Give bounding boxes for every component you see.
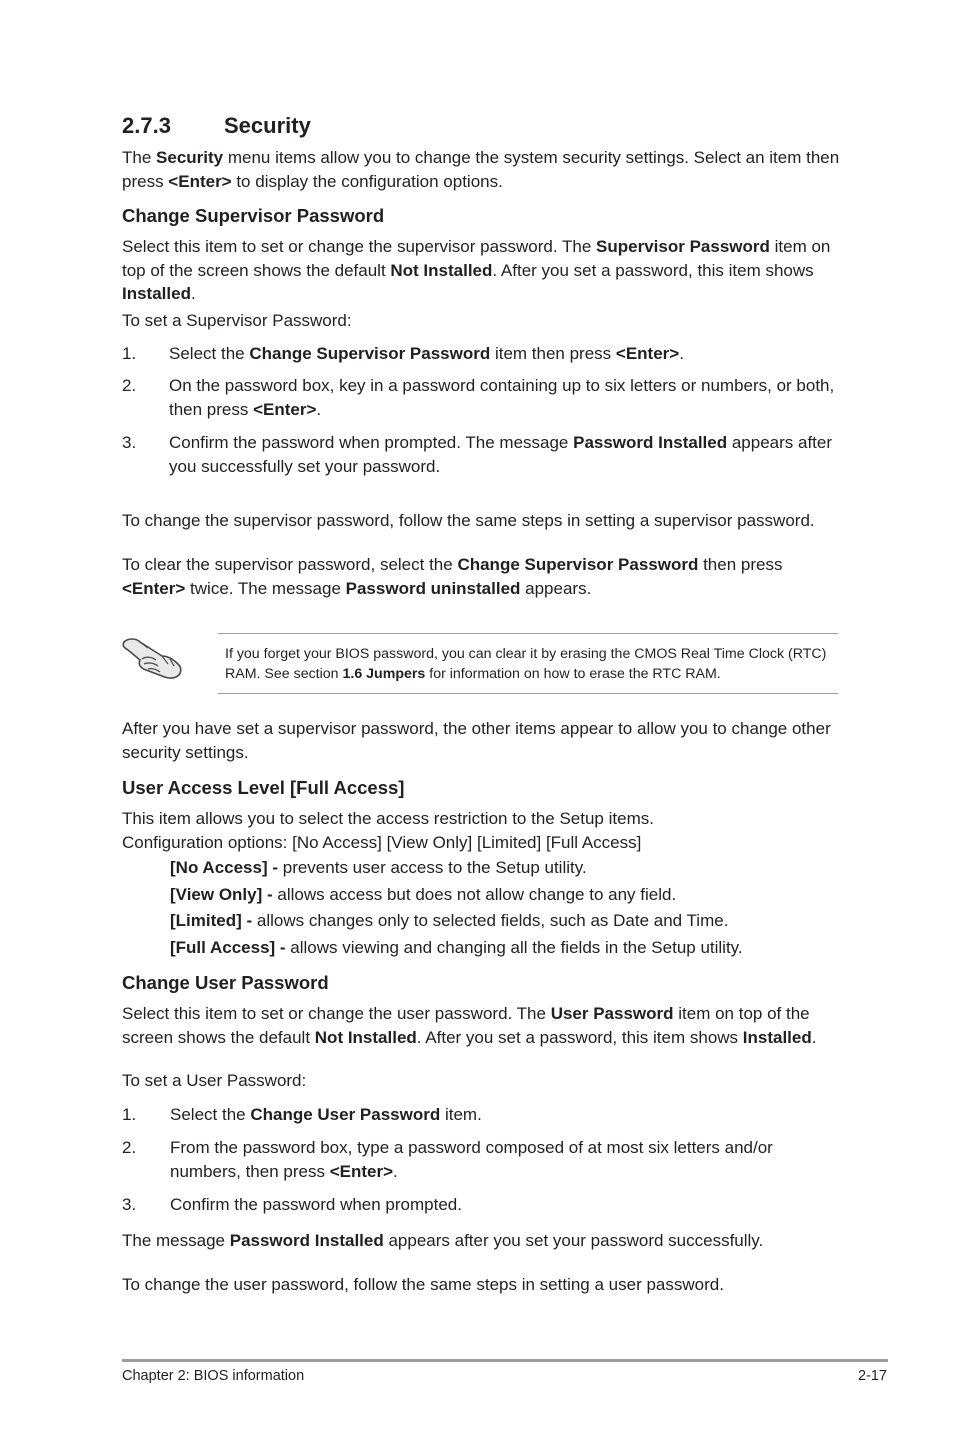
text-run: From the password box, type a password composed of at most six letters and/or numbers, then press (170, 1138, 773, 1181)
step-text (169, 342, 849, 366)
section-number: 2.7.3 (122, 113, 171, 138)
note-bottom-rule (218, 693, 838, 694)
bold-term: Change User Password (250, 1105, 441, 1124)
text-run: After you have set a supervisor password, the other items appear to allow you to change other security settings. (122, 719, 831, 762)
text-run: appears after you successfully set your password. (169, 433, 833, 476)
bold-term: Not Installed (390, 260, 493, 280)
text-run: . (811, 1027, 817, 1047)
step-text (169, 374, 849, 421)
text-run: to display the configuration options. (231, 171, 503, 191)
bold-term: <Enter> (615, 344, 680, 363)
bold-term: 1.6 Jumpers (342, 665, 426, 682)
bold-term: <Enter> (253, 399, 317, 419)
supervisor-heading: Change Supervisor Password (122, 205, 385, 226)
text-run: menu items allow you to change the system security settings. Select an item then press (122, 148, 840, 191)
step-number: 2. (122, 1138, 137, 1157)
bold-term: Installed (742, 1027, 812, 1047)
bold-term: <Enter> (329, 1161, 394, 1181)
note-text (225, 645, 835, 684)
supervisor-change-text (122, 509, 852, 533)
user-message-text (122, 1229, 842, 1253)
access-heading: User Access Level [Full Access] (122, 777, 405, 798)
user-description (122, 1002, 847, 1049)
text-run: Select this item to set or change the user password. The (122, 1004, 551, 1023)
text-run: . (679, 344, 684, 363)
text-run: To clear the supervisor password, select the (122, 555, 458, 574)
text-run: Select the (170, 1105, 251, 1124)
bold-term: Password Installed (573, 433, 728, 452)
user-step-2 (0, 1136, 954, 1183)
step-text (170, 1103, 850, 1127)
footer-rule (122, 1359, 888, 1362)
text-run: twice. The message (185, 578, 346, 598)
access-desc-line2: Configuration options: [No Access] [View Only] [Limited] [Full Access] (122, 833, 642, 852)
user-heading: Change User Password (122, 972, 329, 993)
supervisor-description (122, 235, 837, 306)
access-option-full-access: [Full Access] - allows viewing and changing all the fields in the Setup utility. (170, 938, 743, 957)
note-top-rule (218, 633, 838, 634)
user-set-intro: To set a User Password: (122, 1071, 307, 1090)
bold-term: Change Supervisor Password (249, 344, 491, 363)
text-run: If you forget your BIOS password, you can clear it by erasing the CMOS Real Time Clock (RTC) RAM. See section (225, 646, 827, 682)
bold-term: Password uninstalled (345, 578, 521, 598)
text-run: . (393, 1161, 398, 1181)
step-text (170, 1193, 850, 1217)
section-title: Security (224, 113, 311, 138)
text-run: . After you set a password, this item shows (416, 1027, 743, 1047)
text-run: . (190, 284, 196, 303)
bold-term: Security (156, 148, 224, 167)
step-number: 3. (122, 433, 137, 452)
intro-paragraph (122, 146, 842, 193)
step-number: 1. (122, 1105, 137, 1124)
supervisor-step-2 (0, 374, 954, 421)
bold-term: <Enter> (122, 578, 186, 598)
text-run: The (122, 148, 157, 167)
text-run: then press (698, 555, 783, 574)
user-step-3 (0, 1193, 954, 1216)
after-text (122, 717, 842, 764)
text-run: appears after you set your password successfully. (383, 1231, 764, 1250)
text-run: Confirm the password when prompted. The message (169, 433, 574, 452)
step-text (170, 1136, 800, 1183)
text-run: Select the (169, 344, 250, 363)
access-desc-line1: This item allows you to select the access restriction to the Setup items. (122, 809, 654, 828)
user-step-1 (0, 1103, 954, 1126)
text-run: item on top of the screen shows the default (122, 1004, 810, 1047)
text-run: item. (440, 1105, 482, 1124)
bold-term: Password Installed (229, 1231, 384, 1250)
step-text (169, 431, 849, 478)
bold-term: User Password (550, 1004, 674, 1023)
text-run: . After you set a password, this item shows (492, 260, 814, 280)
text-run: Confirm the password when prompted. (170, 1195, 462, 1214)
text-run: To change the supervisor password, follow the same steps in setting a supervisor password. (122, 511, 815, 530)
text-run: To change the user password, follow the same steps in setting a user password. (122, 1275, 724, 1294)
text-run: . (316, 399, 322, 419)
bold-term: <Enter> (168, 171, 232, 191)
supervisor-set-intro: To set a Supervisor Password: (122, 311, 352, 330)
text-run: item on top of the screen shows the default (122, 237, 831, 280)
access-option-view-only: [View Only] - allows access but does not allow change to any field. (170, 885, 677, 904)
access-option-no-access: [No Access] - prevents user access to the Setup utility. (170, 858, 587, 877)
step-number: 1. (122, 344, 137, 363)
step-number: 3. (122, 1195, 137, 1214)
supervisor-step-1 (0, 342, 954, 365)
text-run: appears. (520, 578, 592, 598)
user-change-text (122, 1273, 842, 1297)
text-run: On the password box, key in a password containing up to six letters or numbers, or both, then press (169, 376, 835, 419)
supervisor-clear-text (122, 553, 842, 600)
text-run: Select this item to set or change the supervisor password. The (122, 237, 597, 256)
supervisor-step-3 (0, 431, 954, 478)
step-number: 2. (122, 376, 137, 395)
bold-term: Not Installed (314, 1027, 417, 1047)
text-run: item then press (490, 344, 616, 363)
footer-chapter: Chapter 2: BIOS information (122, 1368, 305, 1384)
text-run: The message (122, 1231, 230, 1250)
bold-term: Change Supervisor Password (457, 555, 699, 574)
bold-term: Supervisor Password (596, 237, 770, 256)
footer-page-number: 2-17 (857, 1368, 887, 1384)
pointing-hand-icon (118, 628, 188, 684)
bold-term: Installed (122, 284, 191, 303)
text-run: for information on how to erase the RTC RAM. (425, 665, 721, 682)
access-option-limited: [Limited] - allows changes only to selected fields, such as Date and Time. (170, 911, 729, 930)
